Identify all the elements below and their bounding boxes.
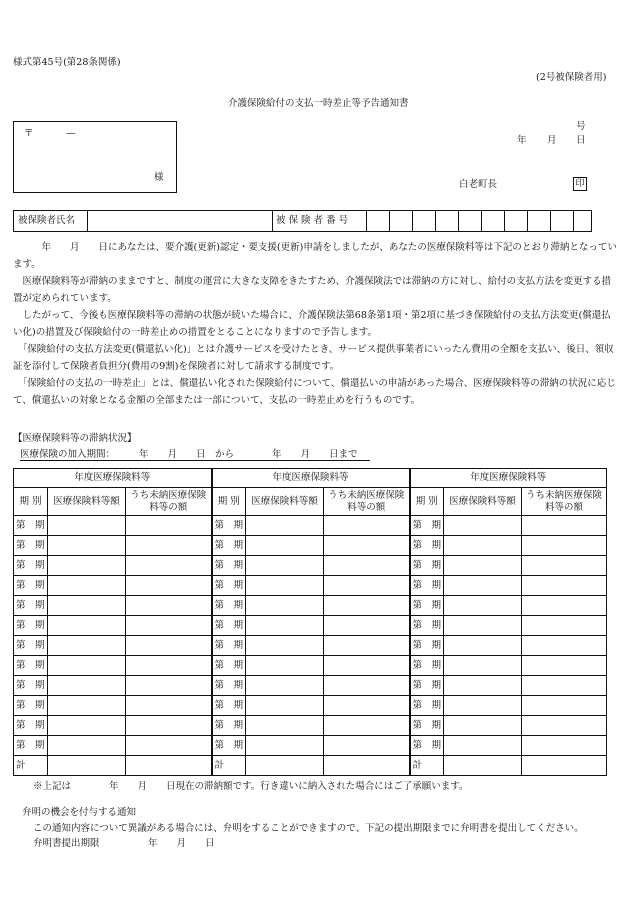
year-header: 年度医療保険料等 — [212, 469, 410, 488]
amount-cell[interactable] — [246, 516, 324, 536]
paragraph: 「保険給付の支払方法変更(償還払い化)」とは介護サービスを受けたとき、サービス提供事業者にいったん費用の全額を支払い、後日、領収証を添付して保険者負担分(費用の9割)を保険者に対して請求する制度です。 — [13, 344, 614, 372]
amount-cell[interactable] — [246, 656, 324, 676]
doc-number-label: 号 — [576, 121, 586, 132]
arrears-table — [13, 468, 607, 776]
period-label-cell: 第 期 — [212, 556, 246, 576]
unpaid-cell[interactable] — [522, 656, 607, 676]
table-row — [14, 556, 607, 576]
date-day: 日 — [576, 135, 586, 146]
paragraph: 「保険給付の支払の一時差止」とは、償還払い化された保険給付について、償還払いの申請があった場合、医療保険料等の滞納の状況に応じて、償還払いの対象となる金額の全部または一部について、支払の一時差止めを行うものです。 — [13, 378, 616, 406]
unpaid-cell[interactable] — [126, 596, 212, 616]
col-unpaid: うち未納医療保険料等の額 — [324, 488, 410, 516]
period-label-cell: 第 期 — [410, 656, 444, 676]
amount-cell[interactable] — [246, 716, 324, 736]
table-row — [14, 596, 607, 616]
amount-cell[interactable] — [444, 676, 522, 696]
period-label-cell: 第 期 — [14, 696, 48, 716]
insured-number-label: 被 保 険 者 番 号 — [276, 215, 349, 226]
amount-cell[interactable] — [246, 756, 324, 776]
amount-cell[interactable] — [444, 696, 522, 716]
table-row — [14, 716, 607, 736]
amount-cell[interactable] — [444, 576, 522, 596]
unpaid-cell[interactable] — [126, 556, 212, 576]
unpaid-cell[interactable] — [324, 516, 410, 536]
unpaid-cell[interactable] — [522, 636, 607, 656]
period-label-cell: 第 期 — [14, 576, 48, 596]
period-label-cell: 第 期 — [14, 616, 48, 636]
period-label-cell: 第 期 — [212, 676, 246, 696]
amount-cell[interactable] — [48, 516, 126, 536]
address-box — [13, 121, 177, 193]
table-row — [14, 656, 607, 676]
period-label-cell: 第 期 — [410, 516, 444, 536]
period-label-cell: 第 期 — [212, 716, 246, 736]
col-amount: 医療保険料等額 — [444, 488, 522, 516]
table-row — [14, 696, 607, 716]
total-label: 計 — [14, 756, 48, 776]
unpaid-cell[interactable] — [522, 616, 607, 636]
amount-cell[interactable] — [246, 576, 324, 596]
unpaid-cell[interactable] — [324, 696, 410, 716]
period-label-cell: 第 期 — [212, 596, 246, 616]
period-colon: ： — [105, 449, 116, 460]
table-year-header-row — [14, 469, 607, 488]
col-period: 期 別 — [14, 488, 48, 516]
table-row — [14, 516, 607, 536]
col-unpaid: うち未納医療保険料等の額 — [522, 488, 607, 516]
deadline-label: 弁明書提出期限 — [33, 838, 100, 849]
coverage-period — [20, 449, 370, 461]
date-month: 月 — [547, 135, 557, 146]
paragraph: 年 月 日にあなたは、要介護(更新)認定・要支援(更新)申請をしましたが、あなたの医療保険料等は下記のとおり滞納となっています。 — [13, 242, 617, 270]
col-period: 期 別 — [212, 488, 246, 516]
paragraph: 医療保険料等が滞納のままですと、制度の運営に大きな支障をきたすため、介護保険法では滞納の方に対し、給付の支払方法を変更する措置が定められています。 — [13, 276, 612, 304]
period-label-cell: 第 期 — [14, 596, 48, 616]
unpaid-cell[interactable] — [324, 756, 410, 776]
amount-cell[interactable] — [48, 536, 126, 556]
period-label-cell: 第 期 — [410, 636, 444, 656]
table-row — [14, 576, 607, 596]
unpaid-cell[interactable] — [324, 616, 410, 636]
status-heading: 【医療保険料等の滞納状況】 — [13, 433, 137, 444]
unpaid-cell[interactable] — [324, 596, 410, 616]
period-label-cell: 第 期 — [212, 696, 246, 716]
table-column-header-row — [14, 488, 607, 516]
amount-cell[interactable] — [444, 536, 522, 556]
unpaid-cell[interactable] — [126, 736, 212, 756]
amount-cell[interactable] — [444, 736, 522, 756]
unpaid-cell[interactable] — [522, 716, 607, 736]
amount-cell[interactable] — [48, 576, 126, 596]
period-label-cell: 第 期 — [212, 736, 246, 756]
unpaid-cell[interactable] — [522, 696, 607, 716]
unpaid-cell[interactable] — [126, 616, 212, 636]
period-text: 年 月 日 から 年 月 日まで — [115, 449, 370, 461]
period-label-cell: 第 期 — [212, 636, 246, 656]
period-label-cell: 第 期 — [410, 696, 444, 716]
unpaid-cell[interactable] — [126, 716, 212, 736]
unpaid-cell[interactable] — [126, 696, 212, 716]
year-header: 年度医療保険料等 — [14, 469, 212, 488]
amount-cell[interactable] — [444, 596, 522, 616]
deadline-date: 年 月 日 — [148, 838, 215, 849]
unpaid-cell[interactable] — [324, 576, 410, 596]
table-row — [14, 676, 607, 696]
period-label-cell: 第 期 — [410, 716, 444, 736]
unpaid-cell[interactable] — [324, 656, 410, 676]
unpaid-cell[interactable] — [522, 536, 607, 556]
form-id: 様式第45号(第28条関係) — [13, 57, 121, 68]
unpaid-cell[interactable] — [126, 536, 212, 556]
col-period: 期 別 — [410, 488, 444, 516]
period-label-cell: 第 期 — [410, 736, 444, 756]
amount-cell[interactable] — [444, 756, 522, 776]
period-label-cell: 第 期 — [410, 536, 444, 556]
col-amount: 医療保険料等額 — [246, 488, 324, 516]
col-amount: 医療保険料等額 — [48, 488, 126, 516]
unpaid-cell[interactable] — [126, 756, 212, 776]
unpaid-cell[interactable] — [126, 516, 212, 536]
unpaid-cell[interactable] — [324, 536, 410, 556]
period-label-cell: 第 期 — [14, 516, 48, 536]
period-label-cell: 第 期 — [410, 556, 444, 576]
unpaid-cell[interactable] — [324, 716, 410, 736]
period-label-cell: 第 期 — [14, 716, 48, 736]
col-unpaid: うち未納医療保険料等の額 — [126, 488, 212, 516]
period-label-cell: 第 期 — [410, 616, 444, 636]
amount-cell[interactable] — [48, 696, 126, 716]
unpaid-cell[interactable] — [324, 676, 410, 696]
amount-cell[interactable] — [444, 656, 522, 676]
amount-cell[interactable] — [444, 716, 522, 736]
notice-body — [13, 239, 617, 409]
unpaid-cell[interactable] — [522, 596, 607, 616]
period-label-cell: 第 期 — [212, 616, 246, 636]
seal-mark: 印 — [573, 177, 587, 191]
unpaid-cell[interactable] — [126, 576, 212, 596]
amount-cell[interactable] — [444, 516, 522, 536]
amount-cell[interactable] — [48, 556, 126, 576]
unpaid-cell[interactable] — [324, 736, 410, 756]
table-row — [14, 616, 607, 636]
amount-cell[interactable] — [246, 696, 324, 716]
period-label-cell: 第 期 — [14, 636, 48, 656]
amount-cell[interactable] — [246, 536, 324, 556]
period-label-cell: 第 期 — [14, 536, 48, 556]
period-label-cell: 第 期 — [212, 536, 246, 556]
period-label-cell: 第 期 — [14, 656, 48, 676]
period-label-cell: 第 期 — [410, 576, 444, 596]
unpaid-cell[interactable] — [126, 676, 212, 696]
amount-cell[interactable] — [48, 736, 126, 756]
amount-cell[interactable] — [246, 556, 324, 576]
period-label-cell: 第 期 — [14, 736, 48, 756]
unpaid-cell[interactable] — [522, 736, 607, 756]
amount-cell[interactable] — [444, 616, 522, 636]
amount-cell[interactable] — [48, 676, 126, 696]
amount-cell[interactable] — [48, 716, 126, 736]
opportunity-text: この通知内容について異議がある場合には、弁明をすることができますので、下記の提出期限までに弁明書を提出してください。 — [33, 823, 584, 834]
total-label: 計 — [212, 756, 246, 776]
postal-mark: 〒 — [24, 128, 34, 139]
period-label-cell: 第 期 — [14, 556, 48, 576]
table-row — [14, 636, 607, 656]
table-total-row — [14, 756, 607, 776]
status-note: ※上記は 年 月 日現在の滞納額です。行き違いに納入された場合にはご了承願います。 — [33, 781, 469, 792]
document-title: 介護保険給付の支払一時差止等予告通知書 — [228, 98, 409, 109]
amount-cell[interactable] — [444, 556, 522, 576]
addressee-suffix: 様 — [154, 172, 164, 183]
postal-dash: — — [66, 128, 76, 139]
unpaid-cell[interactable] — [522, 676, 607, 696]
amount-cell[interactable] — [246, 636, 324, 656]
period-label-cell: 第 期 — [212, 516, 246, 536]
paragraph: したがって、今後も医療保険料等の滞納の状態が続いた場合に、介護保険法第68条第1項・第2項に基づき保険給付の支払方法変更(償還払い化)の措置及び保険給付の一時差止めの措置をとることになりますので予告します。 — [13, 310, 611, 338]
unpaid-cell[interactable] — [324, 636, 410, 656]
total-label: 計 — [410, 756, 444, 776]
period-label-cell: 第 期 — [410, 676, 444, 696]
period-label-cell: 第 期 — [212, 656, 246, 676]
period-label-cell: 第 期 — [410, 596, 444, 616]
unpaid-cell[interactable] — [522, 576, 607, 596]
insured-id-row — [13, 210, 592, 232]
unpaid-cell[interactable] — [126, 656, 212, 676]
unpaid-cell[interactable] — [324, 556, 410, 576]
unpaid-cell[interactable] — [126, 636, 212, 656]
date-year: 年 — [517, 135, 527, 146]
amount-cell[interactable] — [246, 676, 324, 696]
unpaid-cell[interactable] — [522, 556, 607, 576]
period-label: 医療保険の加入期間 — [20, 449, 106, 460]
table-row — [14, 536, 607, 556]
amount-cell[interactable] — [246, 736, 324, 756]
period-label-cell: 第 期 — [212, 576, 246, 596]
insured-name-label: 被保険者氏名 — [18, 215, 76, 226]
unpaid-cell[interactable] — [522, 516, 607, 536]
period-label-cell: 第 期 — [14, 676, 48, 696]
insured-category: (2号被保険者用) — [536, 72, 607, 83]
amount-cell[interactable] — [48, 756, 126, 776]
amount-cell[interactable] — [444, 636, 522, 656]
amount-cell[interactable] — [48, 596, 126, 616]
amount-cell[interactable] — [48, 656, 126, 676]
unpaid-cell[interactable] — [522, 756, 607, 776]
year-header: 年度医療保険料等 — [410, 469, 607, 488]
opportunity-heading: 弁明の機会を付与する通知 — [22, 807, 137, 818]
table-row — [14, 736, 607, 756]
amount-cell[interactable] — [48, 636, 126, 656]
issuer-name: 白老町長 — [459, 179, 498, 190]
amount-cell[interactable] — [246, 596, 324, 616]
amount-cell[interactable] — [246, 616, 324, 636]
amount-cell[interactable] — [48, 616, 126, 636]
